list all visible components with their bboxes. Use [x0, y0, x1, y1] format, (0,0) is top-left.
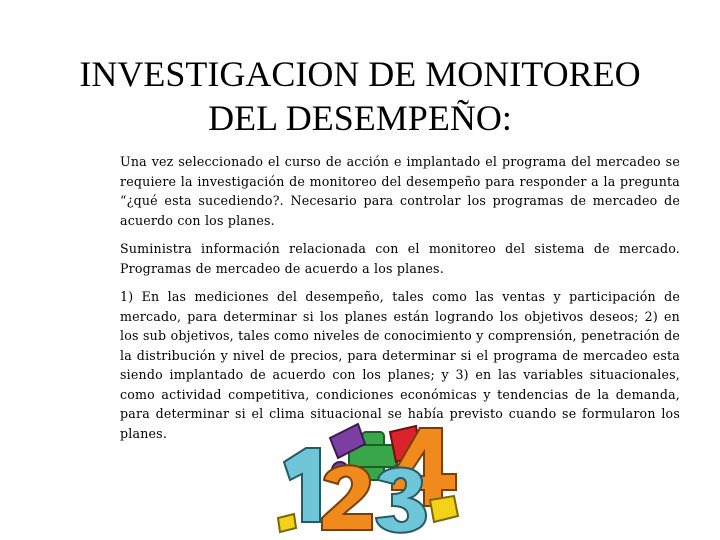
title-line-2: DEL DESEMPEÑO: — [208, 98, 512, 138]
slide-title — [0, 52, 720, 140]
paragraph-list: 1) En las mediciones del desempeño, tales como las ventas y participación de mercado, para determinar si los planes están logrando los objetivos deseos; 2) en los sub objetivos, tales como niveles de conocimiento y comprensión, penetración de la distribución y nivel de precios, para determinar si el programa de mercadeo esta siendo implantado de acuerdo con los planes; y 3) en las variables situacionales, como actividad competitiva, condiciones económicas y tendencias de la demanda, para determinar si el clima situacional se había previsto cuando se formularon los planes. — [120, 289, 680, 441]
slide-body — [120, 152, 680, 452]
paragraph-info: Suministra información relacionada con el monitoreo del sistema de mercado. Programas de mercadeo de acuerdo a los planes. — [120, 241, 680, 276]
numbers-clipart-icon — [270, 418, 480, 540]
number-two-shape — [322, 465, 372, 530]
number-one-shape — [284, 448, 320, 522]
title-line-1: INVESTIGACION DE MONITOREO — [79, 54, 641, 94]
number-three-shape — [376, 468, 426, 533]
paragraph-intro: Una vez seleccionado el curso de acción e implantado el programa del mercadeo se requiere la investigación de monitoreo del desempeño para responder a la pregunta “¿qué esta sucediendo?. Necesario para controlar los programas de mercadeo de acuerdo con los planes. — [120, 154, 680, 228]
